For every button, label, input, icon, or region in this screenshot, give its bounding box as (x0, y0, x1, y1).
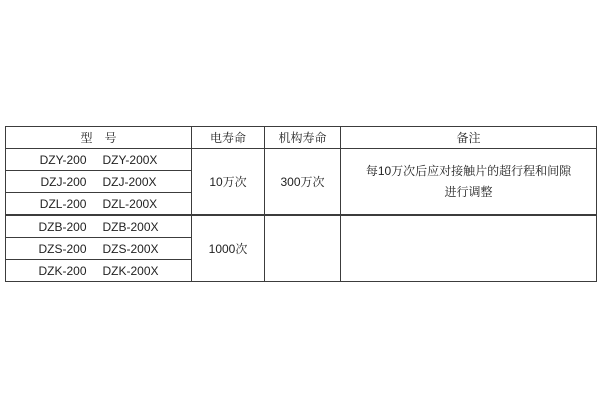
model-pair (6, 197, 191, 211)
model-left: DZY-200 (39, 152, 87, 167)
model-cell (6, 215, 192, 238)
model-pair (6, 175, 191, 189)
header-remarks: 备注 (341, 127, 597, 149)
model-left: DZB-200 (38, 219, 87, 234)
electrical-life-cell: 1000次 (192, 215, 265, 282)
spec-table (5, 126, 597, 282)
table-row (6, 215, 597, 238)
model-right: DZY-200X (102, 152, 158, 167)
model-left: DZK-200 (38, 263, 87, 278)
model-right: DZJ-200X (102, 174, 157, 189)
model-right: DZL-200X (102, 196, 158, 211)
model-right: DZS-200X (102, 241, 159, 256)
model-left: DZS-200 (38, 241, 87, 256)
header-mechanical-life: 机构寿命 (265, 127, 341, 149)
model-pair (6, 264, 191, 278)
model-cell (6, 238, 192, 260)
electrical-life-cell: 10万次 (192, 149, 265, 216)
mechanical-life-cell (265, 215, 341, 282)
model-cell (6, 149, 192, 171)
mechanical-life-cell: 300万次 (265, 149, 341, 216)
header-electrical-life: 电寿命 (192, 127, 265, 149)
remarks-cell (341, 215, 597, 282)
header-model: 型 号 (6, 127, 192, 149)
model-pair (6, 153, 191, 167)
model-pair (6, 220, 191, 234)
model-right: DZK-200X (102, 263, 159, 278)
remarks-line-2: 进行调整 (444, 184, 493, 199)
model-pair (6, 242, 191, 256)
model-left: DZJ-200 (40, 174, 87, 189)
header-row (6, 127, 597, 149)
remarks-line-1: 每10万次后应对接触片的超行程和间隙 (365, 163, 572, 178)
table-row (6, 149, 597, 171)
remarks-cell (341, 149, 597, 216)
model-right: DZB-200X (102, 219, 159, 234)
model-cell (6, 171, 192, 193)
model-cell (6, 193, 192, 216)
model-cell (6, 260, 192, 282)
model-left: DZL-200 (39, 196, 87, 211)
